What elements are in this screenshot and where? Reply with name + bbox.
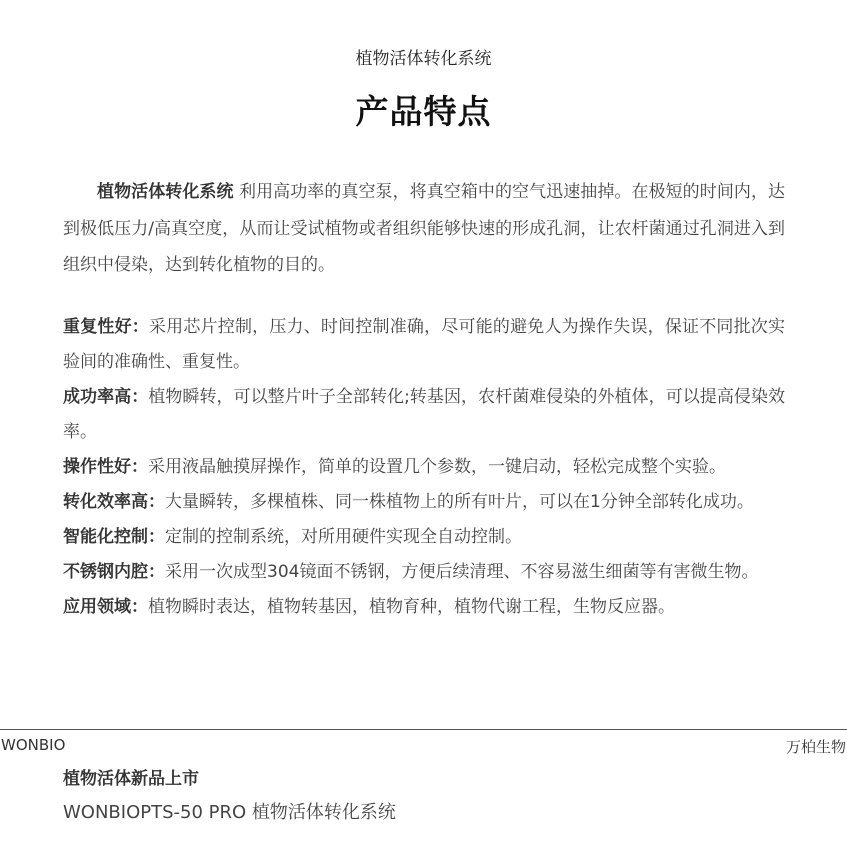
feature-label: 智能化控制：: [63, 527, 165, 547]
feature-list: [63, 310, 785, 625]
feature-item: [63, 555, 785, 590]
intro-text: 利用高功率的真空泵，将真空箱中的空气迅速抽掉。在极短的时间内，达到极低压力/高真空度，从而让受试植物或者组织能够快速的形成孔洞，让农杆菌通过孔洞进入到组织中侵染，达到转化植物的目的。: [63, 182, 786, 275]
feature-text: 采用一次成型304镜面不锈钢，方便后续清理、不容易滋生细菌等有害微生物。: [165, 562, 759, 582]
feature-text: 定制的控制系统，对所用硬件实现全自动控制。: [165, 527, 522, 547]
feature-item: [63, 310, 785, 380]
feature-item: [63, 380, 785, 450]
footer-divider: [0, 729, 847, 730]
feature-text: 大量瞬转，多棵植株、同一株植物上的所有叶片，可以在1分钟全部转化成功。: [165, 492, 754, 512]
news-subtitle-link[interactable]: WONBIOPTS-50 PRO 植物活体转化系统: [63, 802, 396, 823]
feature-text: 植物瞬时表达，植物转基因，植物育种，植物代谢工程，生物反应器。: [148, 597, 675, 617]
feature-label: 重复性好：: [63, 317, 149, 337]
feature-item: [63, 590, 785, 625]
brand-name-en[interactable]: WONBIO: [1, 736, 66, 754]
feature-label: 不锈钢内腔：: [63, 562, 165, 582]
feature-item: [63, 485, 785, 520]
feature-label: 应用领域：: [63, 597, 148, 617]
page-title: 产品特点: [355, 92, 492, 131]
feature-label: 操作性好：: [63, 457, 148, 477]
feature-label: 转化效率高：: [63, 492, 165, 512]
news-title-link[interactable]: 植物活体新品上市: [63, 769, 199, 789]
feature-item: [63, 520, 785, 555]
feature-label: 成功率高：: [63, 387, 149, 407]
intro-paragraph: [63, 174, 785, 284]
feature-text: 采用液晶触摸屏操作，简单的设置几个参数，一键启动，轻松完成整个实验。: [148, 457, 726, 477]
feature-text: 采用芯片控制，压力、时间控制准确，尽可能的避免人为操作失误，保证不同批次实验间的准确性、重复性。: [63, 317, 786, 372]
brand-name-cn[interactable]: 万柏生物: [785, 738, 846, 756]
feature-text: 植物瞬转，可以整片叶子全部转化;转基因，农杆菌难侵染的外植体，可以提高侵染效率。: [63, 387, 786, 442]
page-subtitle: 植物活体转化系统: [355, 49, 492, 69]
intro-lead: 植物活体转化系统: [97, 182, 234, 202]
feature-item: [63, 450, 785, 485]
